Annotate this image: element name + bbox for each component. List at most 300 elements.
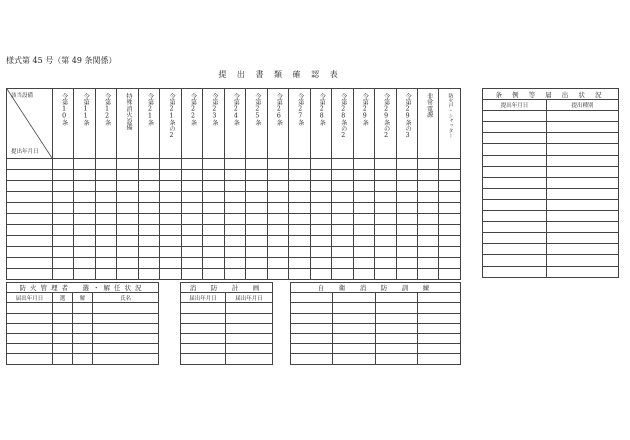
table-cell xyxy=(117,203,138,214)
column-header xyxy=(310,89,331,159)
table-cell xyxy=(181,170,202,181)
table-cell xyxy=(483,133,547,144)
table-cell xyxy=(483,122,547,133)
column-header xyxy=(74,89,95,159)
table-cell xyxy=(181,214,202,225)
table-cell xyxy=(291,303,333,313)
table-cell xyxy=(291,293,333,303)
document-title: 提 出 書 類 確 認 表 xyxy=(218,70,342,79)
table-row xyxy=(181,303,273,313)
table-cell xyxy=(181,258,202,269)
table-row xyxy=(483,211,619,222)
header-row xyxy=(7,89,461,159)
table-cell xyxy=(181,333,226,343)
table-cell xyxy=(95,269,116,280)
table-cell xyxy=(289,170,310,181)
table-cell xyxy=(181,203,202,214)
table-row xyxy=(7,181,461,192)
table-row xyxy=(7,333,159,343)
table-cell xyxy=(7,258,53,269)
column-header-label: 令第29条の2 xyxy=(382,93,390,139)
table-cell xyxy=(310,236,331,247)
table-cell xyxy=(375,214,396,225)
table-cell xyxy=(246,192,267,203)
column-header xyxy=(181,89,202,159)
table-cell xyxy=(138,269,159,280)
table-cell xyxy=(7,247,53,258)
table-cell xyxy=(7,214,53,225)
ordinance-col-date: 提出年月日 xyxy=(483,100,547,111)
table-cell xyxy=(375,269,396,280)
table-cell xyxy=(267,258,288,269)
table-cell xyxy=(7,170,53,181)
table-cell xyxy=(74,214,95,225)
table-cell xyxy=(160,203,181,214)
table-row xyxy=(181,354,273,364)
table-cell xyxy=(74,236,95,247)
submission-confirmation-table xyxy=(6,88,461,280)
table-cell xyxy=(376,333,418,343)
table-cell xyxy=(267,269,288,280)
table-cell xyxy=(7,354,53,364)
table-cell xyxy=(246,214,267,225)
table-cell xyxy=(375,258,396,269)
table-cell xyxy=(267,159,288,170)
table-cell xyxy=(375,225,396,236)
table-cell xyxy=(246,181,267,192)
column-header-label: 令第28条の2 xyxy=(339,93,347,139)
corner-label-equipment: 該当設備 xyxy=(11,93,34,99)
column-header-label: 令第10条 xyxy=(60,93,68,126)
table-cell xyxy=(74,269,95,280)
table-cell xyxy=(267,170,288,181)
table-cell xyxy=(7,181,53,192)
column-header-label: 令第27条 xyxy=(296,93,304,126)
table-cell xyxy=(291,323,333,333)
table-row xyxy=(7,258,461,269)
table-cell xyxy=(160,258,181,269)
table-cell xyxy=(267,247,288,258)
column-header xyxy=(138,89,159,159)
table-cell xyxy=(53,303,73,313)
table-cell xyxy=(203,236,224,247)
table-cell xyxy=(332,236,353,247)
table-cell xyxy=(396,269,417,280)
table-cell xyxy=(267,214,288,225)
table-cell xyxy=(267,236,288,247)
table-cell xyxy=(224,236,245,247)
table-cell xyxy=(439,214,460,225)
table-cell xyxy=(7,323,53,333)
table-cell xyxy=(73,354,93,364)
column-header xyxy=(417,89,438,159)
table-cell xyxy=(7,344,53,354)
table-cell xyxy=(289,247,310,258)
table-cell xyxy=(547,255,619,266)
column-header-label: 令第23条 xyxy=(210,93,218,126)
table-cell xyxy=(376,354,418,364)
table-row xyxy=(483,144,619,155)
table-cell xyxy=(53,354,73,364)
table-cell xyxy=(181,181,202,192)
table-cell xyxy=(224,159,245,170)
table-cell xyxy=(332,247,353,258)
table-cell xyxy=(353,236,374,247)
table-cell xyxy=(181,159,202,170)
table-cell xyxy=(439,203,460,214)
table-cell xyxy=(95,192,116,203)
table-cell xyxy=(332,170,353,181)
table-cell xyxy=(246,203,267,214)
ordinance-submission-table xyxy=(482,88,619,278)
table-cell xyxy=(181,269,202,280)
table-cell xyxy=(418,293,461,303)
table-cell xyxy=(7,333,53,343)
table-row xyxy=(7,159,461,170)
fire-manager-col-name: 氏名 xyxy=(93,293,159,303)
table-cell xyxy=(310,159,331,170)
table-cell xyxy=(181,247,202,258)
table-cell xyxy=(353,247,374,258)
table-cell xyxy=(547,244,619,255)
table-cell xyxy=(353,258,374,269)
table-cell xyxy=(74,225,95,236)
table-row xyxy=(291,333,461,343)
table-cell xyxy=(333,344,376,354)
fire-drill-title: 自 衛 消 防 訓 練 xyxy=(291,283,461,293)
table-row xyxy=(483,266,619,277)
table-cell xyxy=(226,303,273,313)
table-cell xyxy=(73,344,93,354)
fire-plan-table xyxy=(180,282,273,365)
table-cell xyxy=(53,170,74,181)
table-cell xyxy=(117,269,138,280)
table-cell xyxy=(310,181,331,192)
table-cell xyxy=(224,170,245,181)
table-cell xyxy=(53,247,74,258)
table-cell xyxy=(396,258,417,269)
table-cell xyxy=(332,225,353,236)
table-row xyxy=(7,225,461,236)
table-cell xyxy=(246,225,267,236)
table-cell xyxy=(547,111,619,122)
table-cell xyxy=(483,266,547,277)
table-cell xyxy=(483,244,547,255)
table-cell xyxy=(138,192,159,203)
table-cell xyxy=(267,203,288,214)
table-cell xyxy=(375,181,396,192)
table-cell xyxy=(547,133,619,144)
table-cell xyxy=(53,225,74,236)
table-cell xyxy=(74,159,95,170)
table-cell xyxy=(547,266,619,277)
table-cell xyxy=(289,192,310,203)
column-header-label: 令第12条 xyxy=(103,93,111,126)
table-cell xyxy=(224,258,245,269)
column-header xyxy=(353,89,374,159)
table-cell xyxy=(226,323,273,333)
table-cell xyxy=(203,214,224,225)
table-row xyxy=(483,233,619,244)
table-cell xyxy=(418,303,461,313)
table-cell xyxy=(224,192,245,203)
table-cell xyxy=(246,159,267,170)
column-header-label: 令第28条 xyxy=(318,93,326,126)
table-cell xyxy=(181,323,226,333)
column-header-label: 令第29条の3 xyxy=(404,93,412,139)
table-cell xyxy=(267,181,288,192)
table-cell xyxy=(203,269,224,280)
table-row xyxy=(181,313,273,323)
table-cell xyxy=(439,225,460,236)
table-cell xyxy=(73,313,93,323)
table-cell xyxy=(224,225,245,236)
table-cell xyxy=(203,258,224,269)
column-header xyxy=(117,89,138,159)
table-row xyxy=(181,344,273,354)
table-cell xyxy=(203,170,224,181)
fire-manager-col-date: 届出年月日 xyxy=(7,293,53,303)
table-cell xyxy=(74,247,95,258)
table-cell xyxy=(74,170,95,181)
table-cell xyxy=(291,313,333,323)
table-cell xyxy=(439,192,460,203)
table-cell xyxy=(160,225,181,236)
table-row xyxy=(7,214,461,225)
ordinance-table-title: 条 例 等 届 出 状 況 xyxy=(483,89,619,100)
table-row xyxy=(7,192,461,203)
table-cell xyxy=(203,181,224,192)
table-cell xyxy=(376,293,418,303)
table-cell xyxy=(95,247,116,258)
table-cell xyxy=(117,247,138,258)
table-cell xyxy=(181,192,202,203)
table-cell xyxy=(353,225,374,236)
table-cell xyxy=(333,303,376,313)
table-cell xyxy=(246,170,267,181)
table-cell xyxy=(418,323,461,333)
table-cell xyxy=(547,166,619,177)
table-cell xyxy=(333,333,376,343)
table-cell xyxy=(117,225,138,236)
table-cell xyxy=(439,181,460,192)
table-cell xyxy=(333,354,376,364)
table-cell xyxy=(160,159,181,170)
table-cell xyxy=(396,159,417,170)
table-cell xyxy=(483,155,547,166)
table-cell xyxy=(53,313,73,323)
table-cell xyxy=(93,354,159,364)
table-cell xyxy=(310,247,331,258)
table-cell xyxy=(160,214,181,225)
fire-drill-table xyxy=(290,282,461,365)
table-cell xyxy=(310,258,331,269)
table-cell xyxy=(138,247,159,258)
table-cell xyxy=(7,225,53,236)
table-cell xyxy=(53,344,73,354)
table-cell xyxy=(7,203,53,214)
table-row xyxy=(483,244,619,255)
table-cell xyxy=(226,333,273,343)
table-cell xyxy=(332,203,353,214)
column-header-label: 令第21条の2 xyxy=(167,93,175,139)
table-cell xyxy=(95,159,116,170)
table-cell xyxy=(547,155,619,166)
table-cell xyxy=(417,203,438,214)
column-header xyxy=(375,89,396,159)
table-row xyxy=(7,236,461,247)
table-row xyxy=(291,313,461,323)
table-cell xyxy=(439,258,460,269)
table-cell xyxy=(203,203,224,214)
table-cell xyxy=(224,181,245,192)
table-cell xyxy=(93,344,159,354)
table-cell xyxy=(74,181,95,192)
table-cell xyxy=(417,236,438,247)
table-row xyxy=(7,323,159,333)
table-cell xyxy=(7,303,53,313)
table-cell xyxy=(181,303,226,313)
column-header-label: 令第11条 xyxy=(82,93,90,126)
table-cell xyxy=(396,170,417,181)
table-cell xyxy=(418,344,461,354)
table-cell xyxy=(332,159,353,170)
table-row xyxy=(483,111,619,122)
table-cell xyxy=(353,159,374,170)
table-cell xyxy=(417,225,438,236)
table-cell xyxy=(353,214,374,225)
table-cell xyxy=(417,269,438,280)
table-cell xyxy=(73,303,93,313)
fire-manager-col-appoint: 選 xyxy=(53,293,73,303)
table-cell xyxy=(332,214,353,225)
table-cell xyxy=(203,159,224,170)
table-cell xyxy=(138,236,159,247)
table-cell xyxy=(160,247,181,258)
table-row xyxy=(7,303,159,313)
table-cell xyxy=(7,313,53,323)
ordinance-col-type: 提出種別 xyxy=(547,100,619,111)
table-cell xyxy=(418,354,461,364)
table-cell xyxy=(226,354,273,364)
table-cell xyxy=(417,181,438,192)
table-cell xyxy=(547,222,619,233)
table-cell xyxy=(396,225,417,236)
table-cell xyxy=(483,144,547,155)
table-cell xyxy=(93,333,159,343)
table-cell xyxy=(289,159,310,170)
table-cell xyxy=(53,192,74,203)
table-cell xyxy=(203,247,224,258)
table-cell xyxy=(226,344,273,354)
table-cell xyxy=(375,236,396,247)
column-header xyxy=(289,89,310,159)
table-cell xyxy=(291,354,333,364)
table-cell xyxy=(117,236,138,247)
table-row xyxy=(181,333,273,343)
table-cell xyxy=(333,293,376,303)
table-row xyxy=(181,323,273,333)
table-cell xyxy=(117,214,138,225)
table-row xyxy=(483,199,619,210)
table-cell xyxy=(138,214,159,225)
column-header xyxy=(439,89,460,159)
table-cell xyxy=(74,192,95,203)
table-cell xyxy=(375,192,396,203)
table-cell xyxy=(246,269,267,280)
table-cell xyxy=(246,258,267,269)
table-cell xyxy=(439,247,460,258)
table-cell xyxy=(396,203,417,214)
table-cell xyxy=(333,323,376,333)
table-cell xyxy=(439,269,460,280)
table-cell xyxy=(439,236,460,247)
table-cell xyxy=(483,166,547,177)
table-cell xyxy=(95,258,116,269)
table-cell xyxy=(138,258,159,269)
table-cell xyxy=(74,258,95,269)
table-cell xyxy=(160,192,181,203)
table-cell xyxy=(375,203,396,214)
table-cell xyxy=(332,192,353,203)
table-cell xyxy=(353,203,374,214)
table-cell xyxy=(396,181,417,192)
table-cell xyxy=(483,211,547,222)
table-row xyxy=(483,177,619,188)
table-cell xyxy=(483,111,547,122)
table-cell xyxy=(181,236,202,247)
table-row xyxy=(7,269,461,280)
table-cell xyxy=(95,170,116,181)
table-cell xyxy=(7,269,53,280)
table-cell xyxy=(332,181,353,192)
table-cell xyxy=(417,170,438,181)
table-row xyxy=(7,354,159,364)
table-cell xyxy=(117,181,138,192)
table-row xyxy=(291,293,461,303)
table-cell xyxy=(396,236,417,247)
table-row xyxy=(483,122,619,133)
column-header-label: 令第29条 xyxy=(361,93,369,126)
column-header-label: 令第25条 xyxy=(253,93,261,126)
table-cell xyxy=(289,181,310,192)
table-cell xyxy=(117,192,138,203)
table-cell xyxy=(310,269,331,280)
column-header xyxy=(396,89,417,159)
table-cell xyxy=(95,203,116,214)
table-cell xyxy=(7,159,53,170)
table-row xyxy=(483,188,619,199)
table-cell xyxy=(396,214,417,225)
column-header xyxy=(224,89,245,159)
table-cell xyxy=(375,247,396,258)
table-cell xyxy=(376,323,418,333)
table-row xyxy=(7,344,159,354)
table-cell xyxy=(418,313,461,323)
table-cell xyxy=(547,144,619,155)
table-cell xyxy=(181,313,226,323)
column-header xyxy=(332,89,353,159)
table-cell xyxy=(353,192,374,203)
table-row xyxy=(483,222,619,233)
column-header-label: 令第24条 xyxy=(232,93,240,126)
table-row xyxy=(483,133,619,144)
table-cell xyxy=(310,192,331,203)
table-row xyxy=(7,203,461,214)
table-cell xyxy=(417,247,438,258)
table-cell xyxy=(376,344,418,354)
table-cell xyxy=(289,258,310,269)
